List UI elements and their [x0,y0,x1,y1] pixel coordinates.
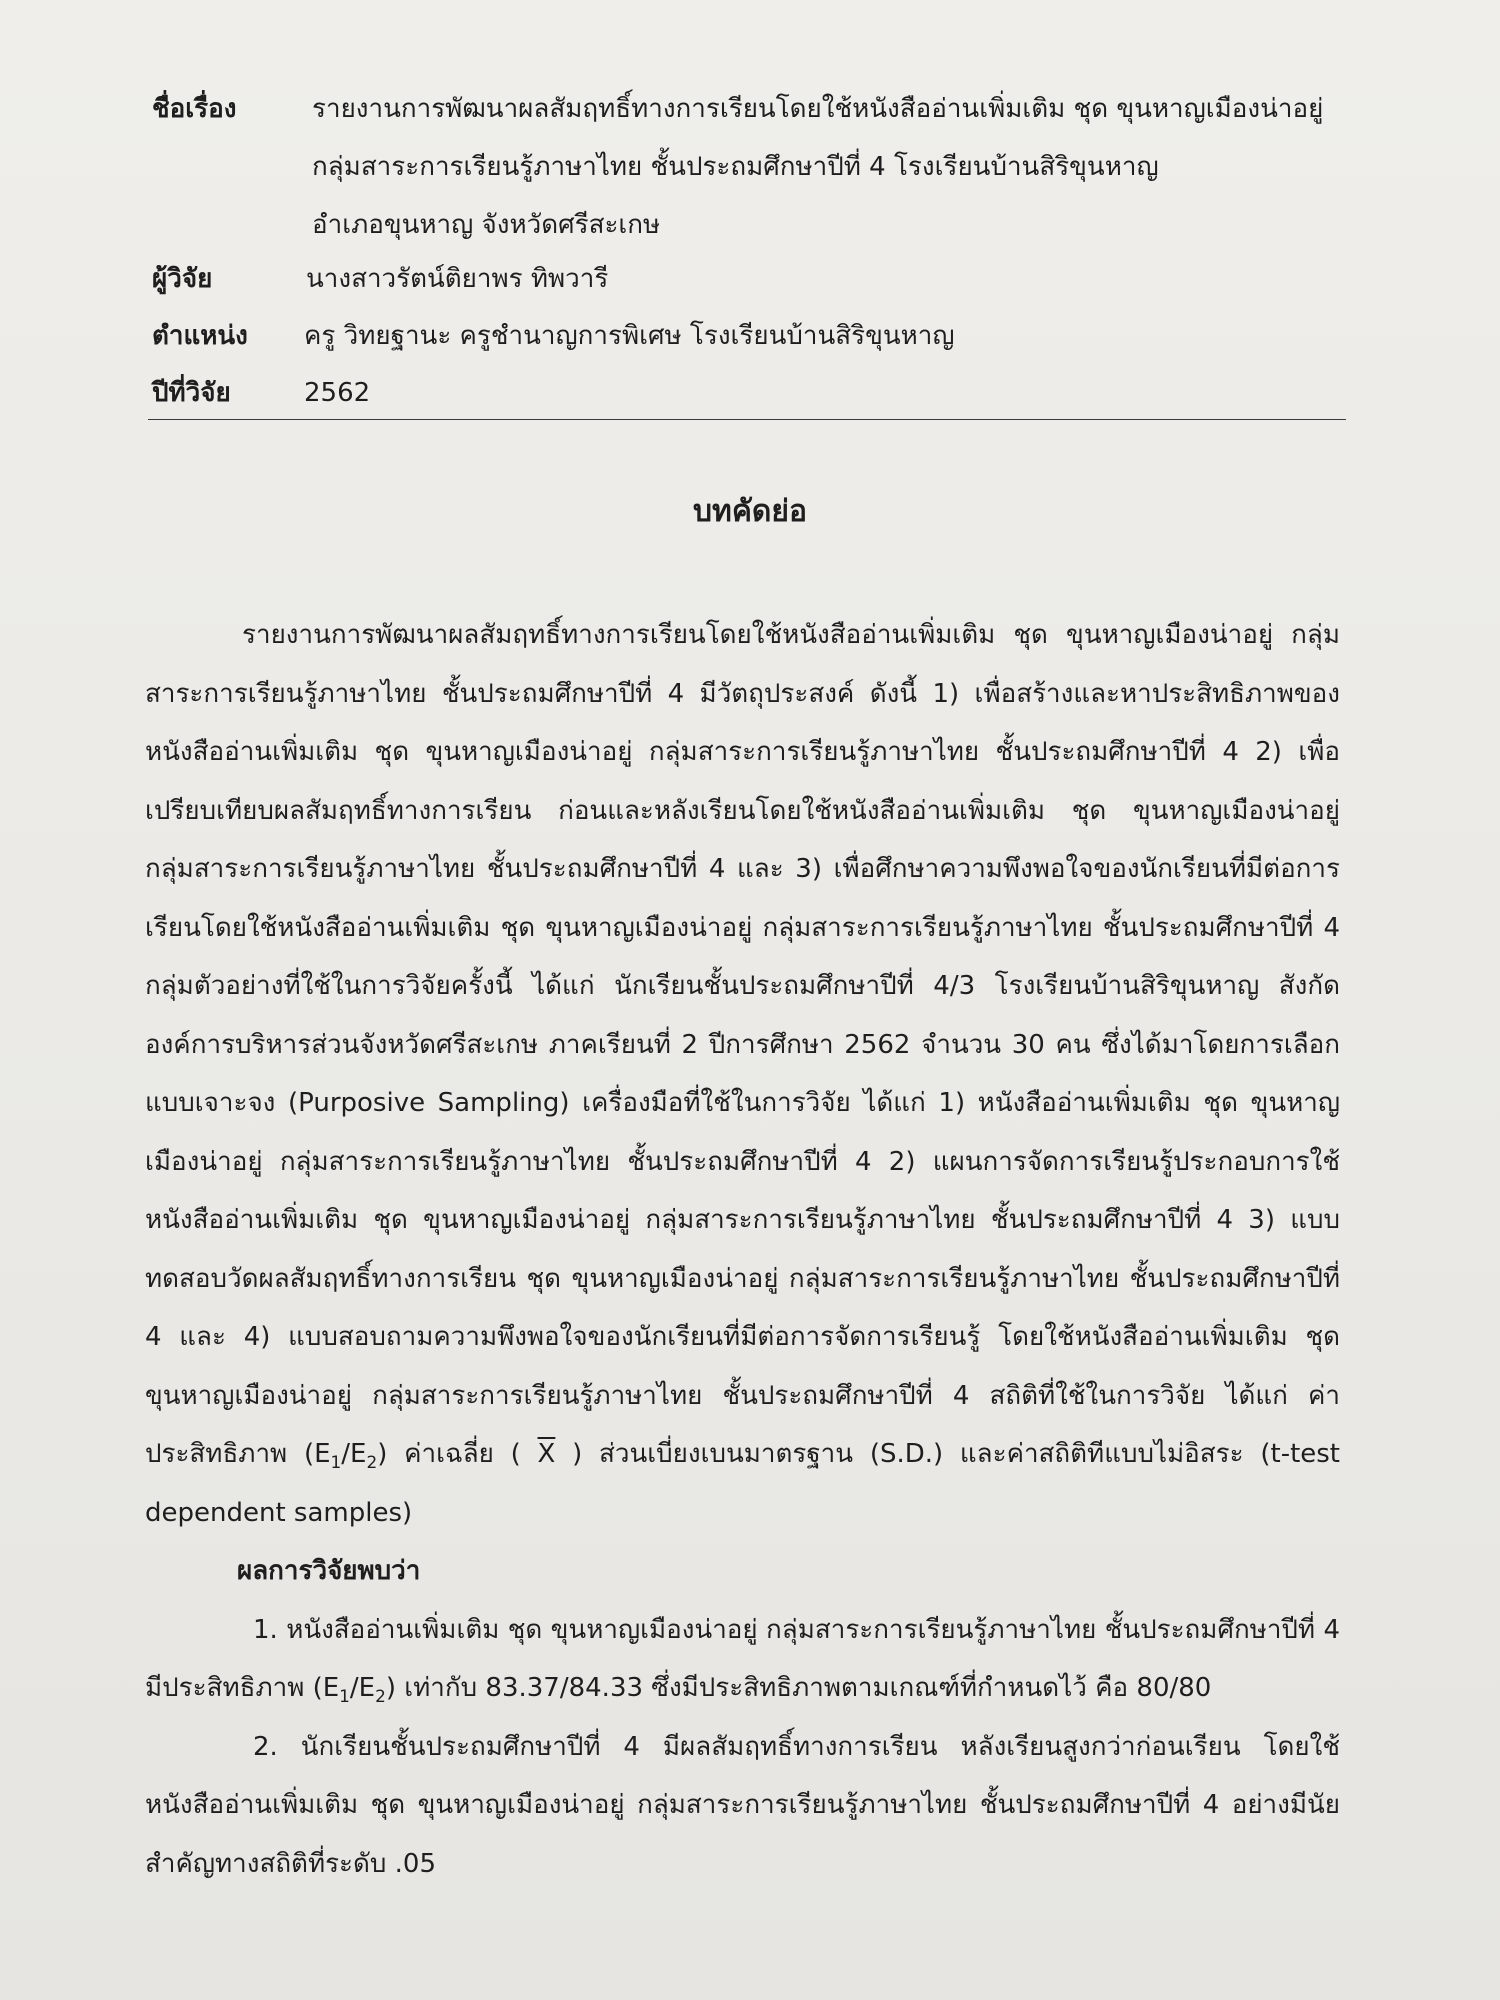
title-line-1: รายงานการพัฒนาผลสัมฤทธิ์ทางการเรียนโดยใช้หนังสืออ่านเพิ่มเติม ชุด ขุนหาญเมืองน่าอยู่ [312,94,1324,124]
subscript: 2 [375,1686,386,1707]
abstract-body [145,606,1340,1893]
findings-heading: ผลการวิจัยพบว่า [237,1556,421,1586]
document-title [312,80,1352,254]
title-line-3: อำเภอขุนหาญ จังหวัดศรีสะเกษ [312,210,661,240]
paragraph-text: /E [341,1439,367,1469]
finding-text: ) เท่ากับ 83.37/84.33 ซึ่งมีประสิทธิภาพตามเกณฑ์ที่กำหนดไว้ คือ 80/80 [385,1673,1212,1703]
year-label: ปีที่วิจัย [152,378,231,408]
subscript: 2 [366,1452,378,1473]
finding-2: 2. นักเรียนชั้นประถมศึกษาปีที่ 4 มีผลสัมฤทธิ์ทางการเรียน หลังเรียนสูงกว่าก่อนเรียน โดยใช้หนังสืออ่านเพิ่มเติม ชุด ขุนหาญเมืองน่าอยู่ กลุ่มสาระการเรียนรู้ภาษาไทย ชั้นประถมศึกษาปีที่ 4 อย่างมีนัยสำคัญทางสถิติที่ระดับ .05 [145,1731,1340,1879]
abstract-paragraph [145,606,1340,1542]
subscript: 1 [330,1452,342,1473]
mean-symbol: $\overline{X}$ [537,1439,556,1469]
researcher-name: นางสาวรัตน์ติยาพร ทิพวารี [306,264,609,294]
researcher-position: ครู วิทยฐานะ ครูชำนาญการพิเศษ โรงเรียนบ้านสิริขุนหาญ [304,321,955,351]
research-year: 2562 [304,378,371,408]
researcher-label: ผู้วิจัย [152,264,213,294]
abstract-heading: บทคัดย่อ [693,494,807,529]
title-line-2: กลุ่มสาระการเรียนรู้ภาษาไทย ชั้นประถมศึกษาปีที่ 4 โรงเรียนบ้านสิริขุนหาญ [312,152,1159,182]
finding-text: /E [349,1673,376,1703]
finding-text: 1. หนังสืออ่านเพิ่มเติม ชุด ขุนหาญเมืองน่าอยู่ กลุ่มสาระการเรียนรู้ภาษาไทย ชั้นประถมศึกษาปีที่ 4 มีประสิทธิภาพ (E [145,1614,1340,1703]
header-divider [148,419,1346,420]
subscript: 1 [339,1686,350,1707]
paragraph-text: ) ส่วนเบี่ยงเบนมาตรฐาน (S.D.) และค่าสถิติทีแบบไม่อิสระ (t-test dependent samples) [145,1439,1341,1528]
paragraph-text: รายงานการพัฒนาผลสัมฤทธิ์ทางการเรียนโดยใช้หนังสืออ่านเพิ่มเติม ชุด ขุนหาญเมืองน่าอยู่ กลุ่มสาระการเรียนรู้ภาษาไทย ชั้นประถมศึกษาปีที่ 4 มีวัตถุประสงค์ ดังนี้ 1) เพื่อสร้างและหาประสิทธิภาพของหนังสืออ่านเพิ่มเติม ชุด ขุนหาญเมืองน่าอยู่ กลุ่มสาระการเรียนรู้ภาษาไทย ชั้นประถมศึกษาปีที่ 4 2) เพื่อเปรียบเทียบผลสัมฤทธิ์ทางการเรียน ก่อนและหลังเรียนโดยใช้หนังสืออ่านเพิ่มเติม ชุด ขุนหาญเมืองน่าอยู่ กลุ่มสาระการเรียนรู้ภาษาไทย ชั้นประถมศึกษาปีที่ 4 และ 3) เพื่อศึกษาความพึงพอใจของนักเรียนที่มีต่อการเรียนโดยใช้หนังสืออ่านเพิ่มเติม ชุด ขุนหาญเมืองน่าอยู่ กลุ่มสาระการเรียนรู้ภาษาไทย ชั้นประถมศึกษาปีที่ 4 กลุ่มตัวอย่างที่ใช้ในการวิจัยครั้งนี้ ได้แก่ นักเรียนชั้นประถมศึกษาปีที่ 4/3 โรงเรียนบ้านสิริขุนหาญ สังกัดองค์การบริหารส่วนจังหวัดศรีสะเกษ ภาคเรียนที่ 2 ปีการศึกษา 2562 จำนวน 30 คน ซึ่งได้มาโดยการเลือกแบบเจาะจง (Purposive Sampling) เครื่องมือที่ใช้ในการวิจัย ได้แก่ 1) หนังสืออ่านเพิ่มเติม ชุด ขุนหาญเมืองน่าอยู่ กลุ่มสาระการเรียนรู้ภาษาไทย ชั้นประถมศึกษาปีที่ 4 2) แผนการจัดการเรียนรู้ประกอบการใช้หนังสืออ่านเพิ่มเติม ชุด ขุนหาญเมืองน่าอยู่ กลุ่มสาระการเรียนรู้ภาษาไทย ชั้นประถมศึกษาปีที่ 4 3) แบบทดสอบวัดผลสัมฤทธิ์ทางการเรียน ชุด ขุนหาญเมืองน่าอยู่ กลุ่มสาระการเรียนรู้ภาษาไทย ชั้นประถมศึกษาปีที่ 4 และ 4) แบบสอบถามความพึงพอใจของนักเรียนที่มีต่อการจัดการเรียนรู้ โดยใช้หนังสืออ่านเพิ่มเติม ชุด ขุนหาญเมืองน่าอยู่ กลุ่มสาระการเรียนรู้ภาษาไทย ชั้นประถมศึกษาปีที่ 4 สถิติที่ใช้ในการวิจัย ได้แก่ ค่าประสิทธิภาพ (E [145,620,1340,1469]
position-label: ตำแหน่ง [152,321,248,351]
finding-1 [145,1601,1340,1718]
paragraph-text: ) ค่าเฉลี่ย ( [377,1439,538,1469]
title-label: ชื่อเรื่อง [152,94,237,124]
